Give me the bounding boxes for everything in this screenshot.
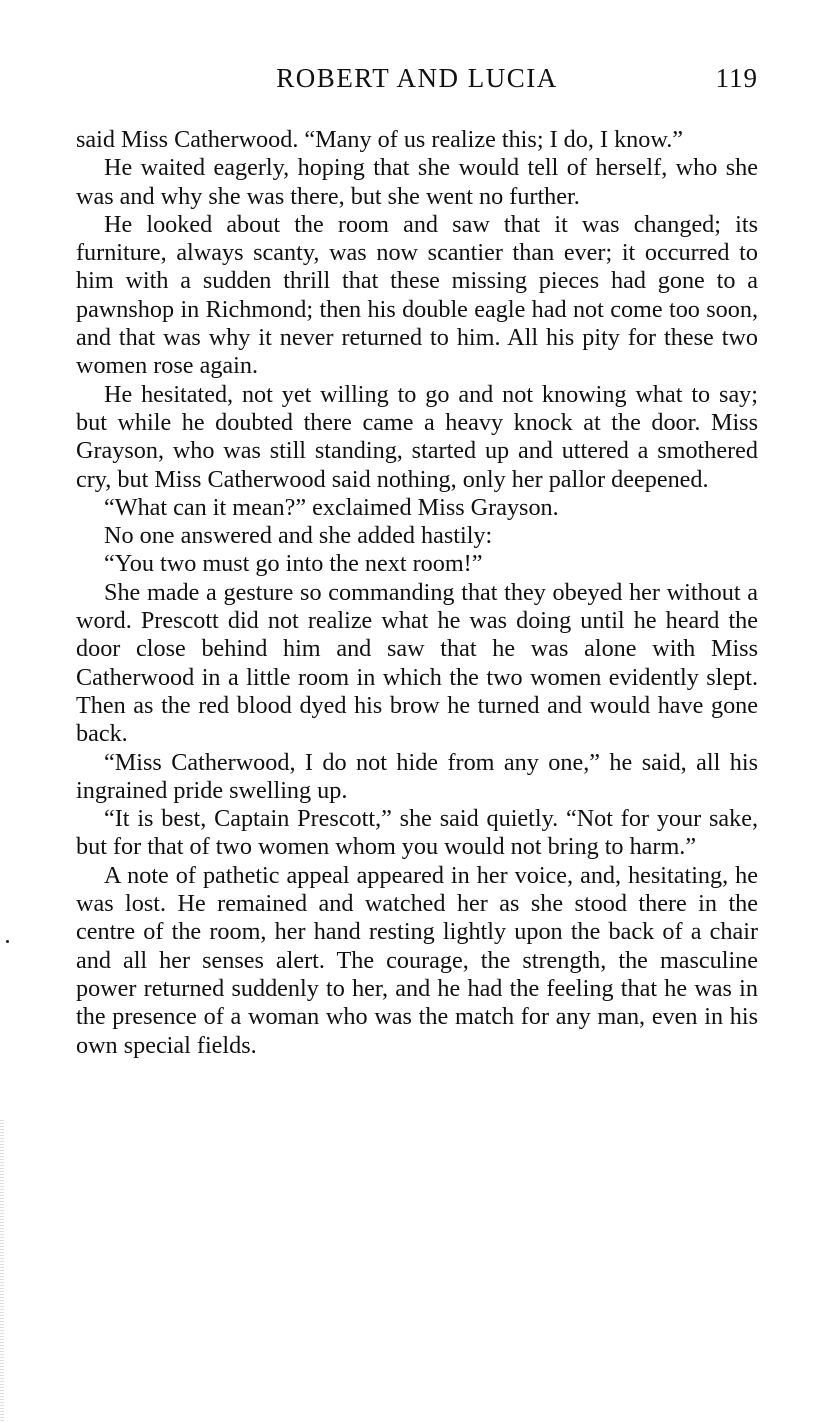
paragraph: “It is best, Captain Prescott,” she said quietly. “Not for your sake, but for that of two women whom you would not bring to harm.”	[76, 805, 758, 861]
paragraph: “You two must go into the next room!”	[104, 550, 483, 578]
paragraph: He looked about the room and saw that it was changed; its furniture, always scanty, was now scantier than ever; it occurred to him with a sudden thrill that these missing pieces had gone to a pawnshop in Richmond; then his double eagle had not come too soon, and that was why it never returned to him. All his pity for these two women rose again.	[76, 210, 758, 380]
paragraph: No one answered and she added hastily:	[104, 522, 493, 550]
running-title: ROBERT AND LUCIA	[276, 63, 558, 93]
paragraph: She made a gesture so commanding that they obeyed her without a word. Prescott did not realize what he was doing until he heard the door close behind him and saw that he was alone with Miss Catherwood in a little room in which the two women evidently slept. Then as the red blood dyed his brow he turned and would have gone back.	[76, 578, 758, 748]
scan-edge-artifact	[0, 1120, 4, 1422]
paragraph: He hesitated, not yet willing to go and not knowing what to say; but while he doubted there came a heavy knock at the door. Miss Grayson, who was still standing, started up and uttered a smothered cry, but Miss Catherwood said nothing, only her pallor deepened.	[76, 380, 758, 493]
paragraph: “What can it mean?” exclaimed Miss Grayson.	[104, 493, 559, 521]
page-header	[76, 58, 758, 98]
page-number: 119	[715, 63, 758, 93]
paragraph: “Miss Catherwood, I do not hide from any one,” he said, all his ingrained pride swelling up.	[76, 748, 758, 804]
paragraph: A note of pathetic appeal appeared in her voice, and, hesitating, he was lost. He remained and watched her as she stood there in the centre of the room, her hand resting lightly upon the back of a chair and all her senses alert. The courage, the strength, the masculine power returned suddenly to her, and he had the feeling that he was in the presence of a woman who was the match for any man, even in his own special fields.	[76, 861, 758, 1059]
paragraph: said Miss Catherwood. “Many of us realize this; I do, I know.”	[76, 126, 684, 153]
body-text	[76, 126, 758, 1060]
paragraph: He waited eagerly, hoping that she would tell of herself, who she was and why she was there, but she went no further.	[76, 154, 758, 210]
margin-speck	[6, 940, 9, 943]
